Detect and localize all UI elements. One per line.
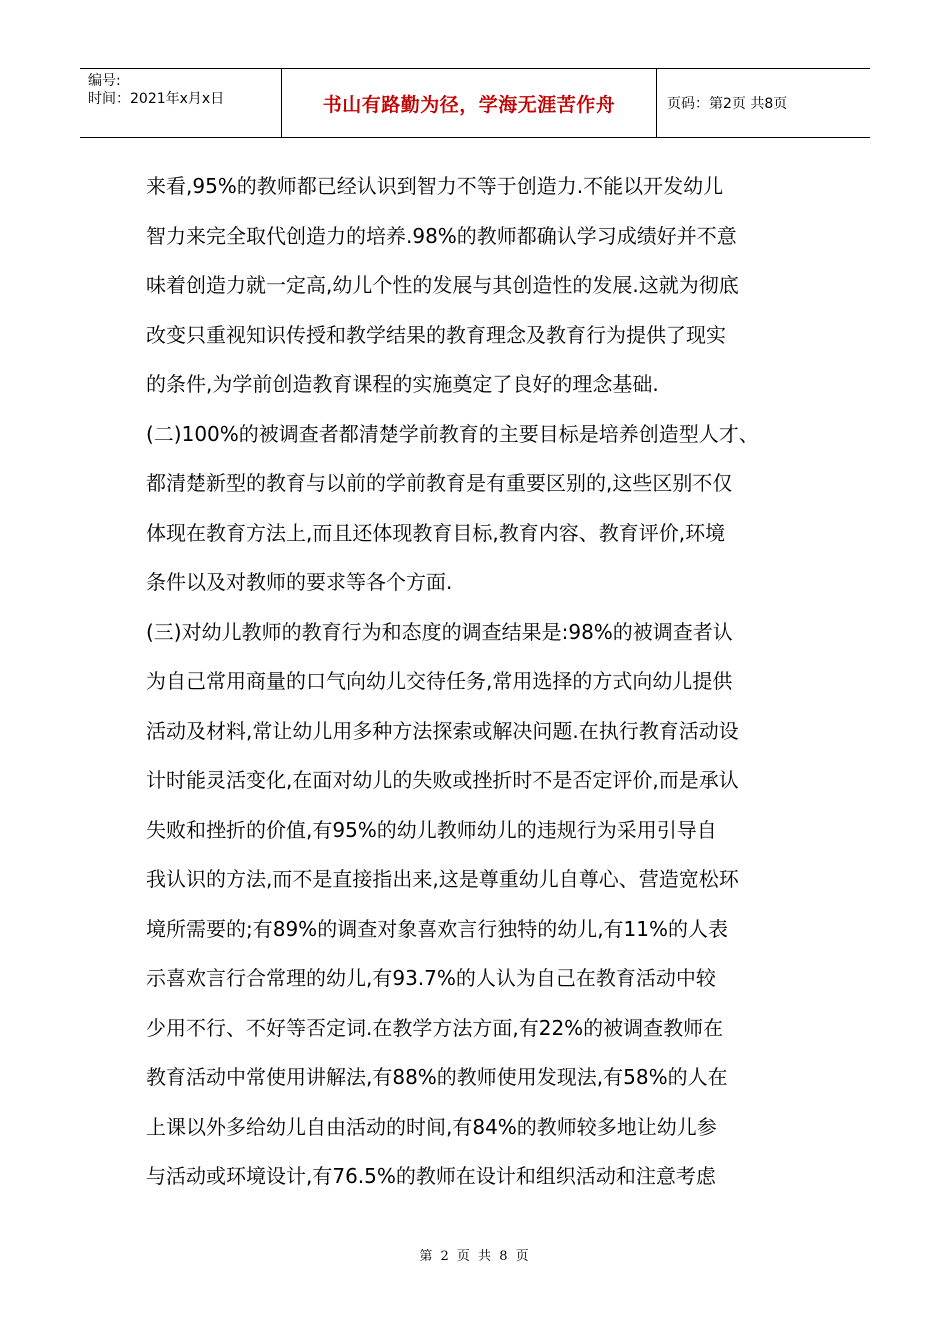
text-line: 示喜欢言行合常理的幼儿,有93.7%的人认为自己在教育活动中较 (146, 966, 716, 990)
text-line: 少用不行、不好等否定词.在教学方法方面,有22%的被调查教师在 (146, 1015, 724, 1040)
text-line: 智力来完全取代创造力的培养.98%的教师都确认学习成绩好并不意 (146, 223, 737, 248)
header-page-info-cell (657, 69, 870, 137)
text-line: 都清楚新型的教育与以前的学前教育是有重要区别的,这些区别不仅 (146, 471, 733, 495)
text-line: 失败和挫折的价值,有95%的幼儿教师幼儿的违规行为采用引导自 (146, 817, 717, 842)
body-text (146, 162, 826, 1202)
date-label: 时间：2021年x月x日 (88, 91, 225, 107)
text-line: 为自己常用商量的口气向幼儿交待任务,常用选择的方式向幼儿提供 (146, 669, 733, 693)
text-line: 味着创造力就一定高,幼儿个性的发展与其创造性的发展.这就为彻底 (146, 273, 739, 297)
text-line: 计时能灵活变化,在面对幼儿的失败或挫折时不是否定评价,而是承认 (146, 768, 739, 792)
header-meta (80, 69, 282, 137)
text-line: 体现在教育方法上,而且还体现教育目标,教育内容、教育评价,环境 (146, 520, 726, 545)
text-line: 的条件,为学前创造教育课程的实施奠定了良好的理念基础. (146, 372, 659, 396)
text-line: 条件以及对教师的要求等各个方面. (146, 570, 453, 594)
text-line: 活动及材料,常让幼儿用多种方法探索或解决问题.在执行教育活动设 (146, 718, 739, 743)
text-line: 与活动或环境设计,有76.5%的教师在设计和组织活动和注意考虑 (146, 1164, 716, 1188)
text-line: 来看,95%的教师都已经认识到智力不等于创造力.不能以开发幼儿 (146, 174, 724, 198)
header-page-info: 页码：第2页 共8页 (667, 96, 788, 112)
page-footer: 第 2 页 共 8 页 (419, 1249, 531, 1264)
number-label: 编号: (88, 73, 121, 89)
header-table (80, 68, 870, 138)
text-line: 境所需要的;有89%的调查对象喜欢言行独特的幼儿,有11%的人表 (146, 916, 729, 941)
text-line: 上课以外多给幼儿自由活动的时间,有84%的教师较多地让幼儿参 (146, 1114, 717, 1139)
text-line: (三)对幼儿教师的教育行为和态度的调查结果是:98%的被调查者认 (146, 619, 733, 644)
text-line: (二)100%的被调查者都清楚学前教育的主要目标是培养创造型人才、 (146, 421, 759, 446)
text-line: 教育活动中常使用讲解法,有88%的教师使用发现法,有58%的人在 (146, 1065, 728, 1089)
text-line: 改变只重视知识传授和教学结果的教育理念及教育行为提供了现实 (146, 322, 726, 347)
header-motto: 书山有路勤为径，学海无涯苦作舟 (322, 93, 616, 116)
text-line: 我认识的方法,而不是直接指出来,这是尊重幼儿自尊心、营造宽松环 (146, 867, 739, 891)
header-motto-cell (282, 69, 657, 137)
